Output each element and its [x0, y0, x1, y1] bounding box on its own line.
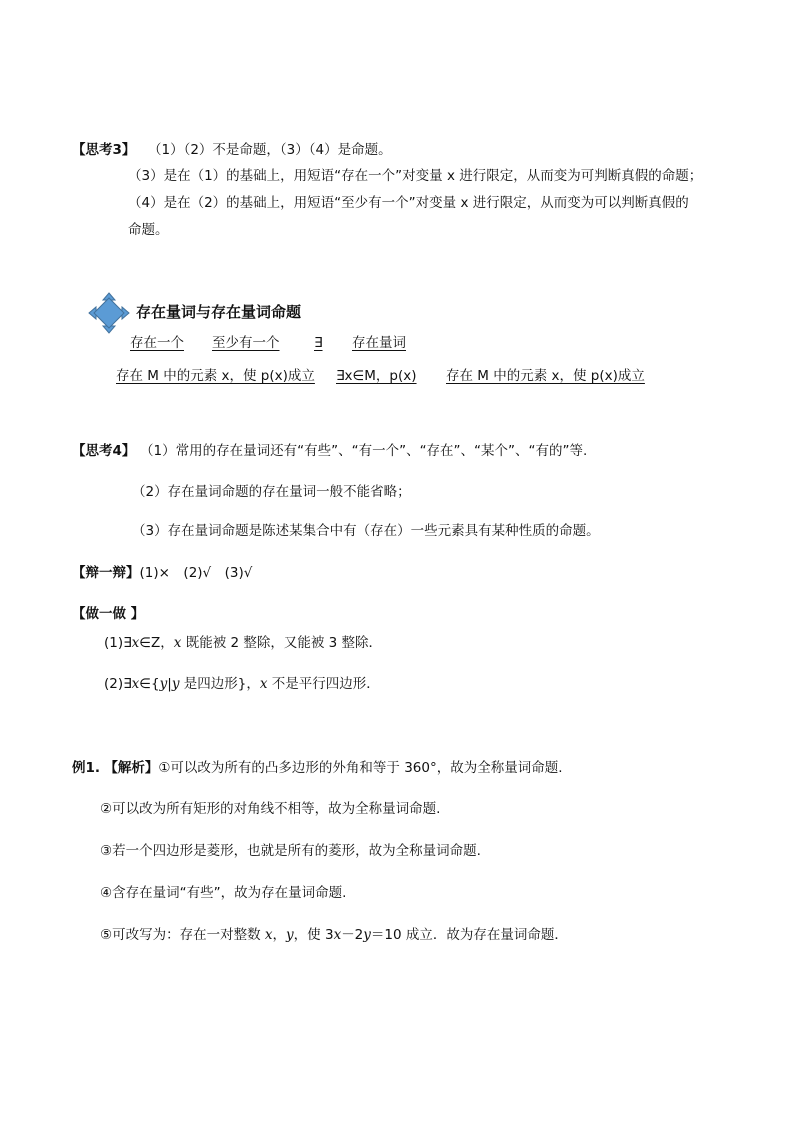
diamond-arrows-icon — [88, 292, 130, 334]
doit-item1-rest: 既能被 2 整除，又能被 3 整除． — [181, 635, 383, 651]
debate-label: 【辩一辩】 — [72, 565, 140, 581]
think3-label: 【思考3】 — [72, 142, 136, 158]
think3-line2: （3）是在（1）的基础上，用短语“存在一个”对变量 x 进行限定，从而变为可判断真假的命题； — [128, 168, 703, 184]
doit-item1-var: x — [131, 635, 140, 651]
example1-line2: ②可以改为所有矩形的对角线不相等，故为全称量词命题. — [100, 801, 441, 817]
think3-line4: 命题。 — [128, 222, 169, 238]
example1-line3: ③若一个四边形是菱形，也就是所有的菱形，故为全称量词命题. — [100, 843, 481, 859]
doit-item1-prefix: (1)∃ — [104, 635, 132, 651]
example1-line5-d: －2 — [341, 927, 364, 943]
doit-item1-mid: ∈Z， — [139, 635, 174, 651]
fill2-blank3: 存在 M 中的元素 x，使 p(x)成立 — [446, 368, 645, 384]
section-title: 存在量词与存在量词命题 — [136, 303, 302, 321]
example1-line5-x2: x — [333, 927, 342, 943]
think3-line3: （4）是在（2）的基础上，用短语“至少有一个”对变量 x 进行限定，从而变为可以判断真假的 — [128, 195, 689, 211]
example1-line5-c: ，使 3 — [293, 927, 334, 943]
doit-item2-y2: y — [171, 676, 180, 692]
example1-line5-y2: y — [363, 927, 371, 943]
fill2-blank1: 存在 M 中的元素 x，使 p(x)成立 — [116, 368, 315, 384]
doit-item2-var2: x — [259, 676, 268, 692]
example1-text1: ①可以改为所有的凸多边形的外角和等于 360°，故为全称量词命题. — [158, 760, 563, 776]
doit-label: 【做一做 】 — [72, 606, 145, 622]
doit-item2-setrest: 是四边形}， — [179, 676, 260, 692]
doit-item1 — [104, 634, 382, 652]
doit-item2-var: x — [131, 676, 140, 692]
example1-line5-x: x — [264, 927, 273, 943]
example1-line5-a: ⑤可改写为：存在一对整数 — [100, 927, 265, 943]
fill1-blank3: ∃ — [314, 335, 323, 351]
think4-line1: （1）常用的存在量词还有“有些”、“有一个”、“存在”、“某个”、“有的”等. — [140, 443, 588, 459]
think3-line1: （1）（2）不是命题，（3）（4）是命题。 — [148, 142, 392, 158]
example1-analysis: 【解析】 — [104, 760, 159, 776]
example1-label: 例1. — [72, 760, 101, 776]
fill1-blank1: 存在一个 — [130, 335, 184, 351]
doit-item2-set: ∈{ — [139, 676, 160, 692]
example1-line4: ④含存在量词“有些”，故为存在量词命题. — [100, 885, 347, 901]
think4-label: 【思考4】 — [72, 443, 136, 459]
doit-item2-bar: | — [167, 676, 172, 692]
fill1-blank4: 存在量词 — [352, 335, 406, 351]
example1-line5-e: ＝10 成立．故为存在量词命题． — [370, 927, 568, 943]
example1-line1 — [72, 759, 563, 777]
fill2-blank2: ∃x∈M，p(x) — [336, 368, 417, 384]
debate-answers: (1)× (2)√ (3)√ — [139, 565, 253, 581]
example1-line5 — [100, 926, 568, 944]
doit-item2-y1: y — [159, 676, 168, 692]
example1-line5-y: y — [286, 927, 294, 943]
debate-line — [72, 564, 252, 582]
doit-item2 — [104, 675, 380, 693]
think4-line2: （2）存在量词命题的存在量词一般不能省略； — [132, 484, 411, 500]
fill1-blank2: 至少有一个 — [212, 335, 280, 351]
example1-line5-b: ， — [272, 927, 287, 943]
doit-item1-var2: x — [173, 635, 182, 651]
think4-line3: （3）存在量词命题是陈述某集合中有（存在）一些元素具有某种性质的命题。 — [132, 523, 600, 539]
doit-item2-rest: 不是平行四边形． — [267, 676, 380, 692]
doit-item2-prefix: (2)∃ — [104, 676, 132, 692]
